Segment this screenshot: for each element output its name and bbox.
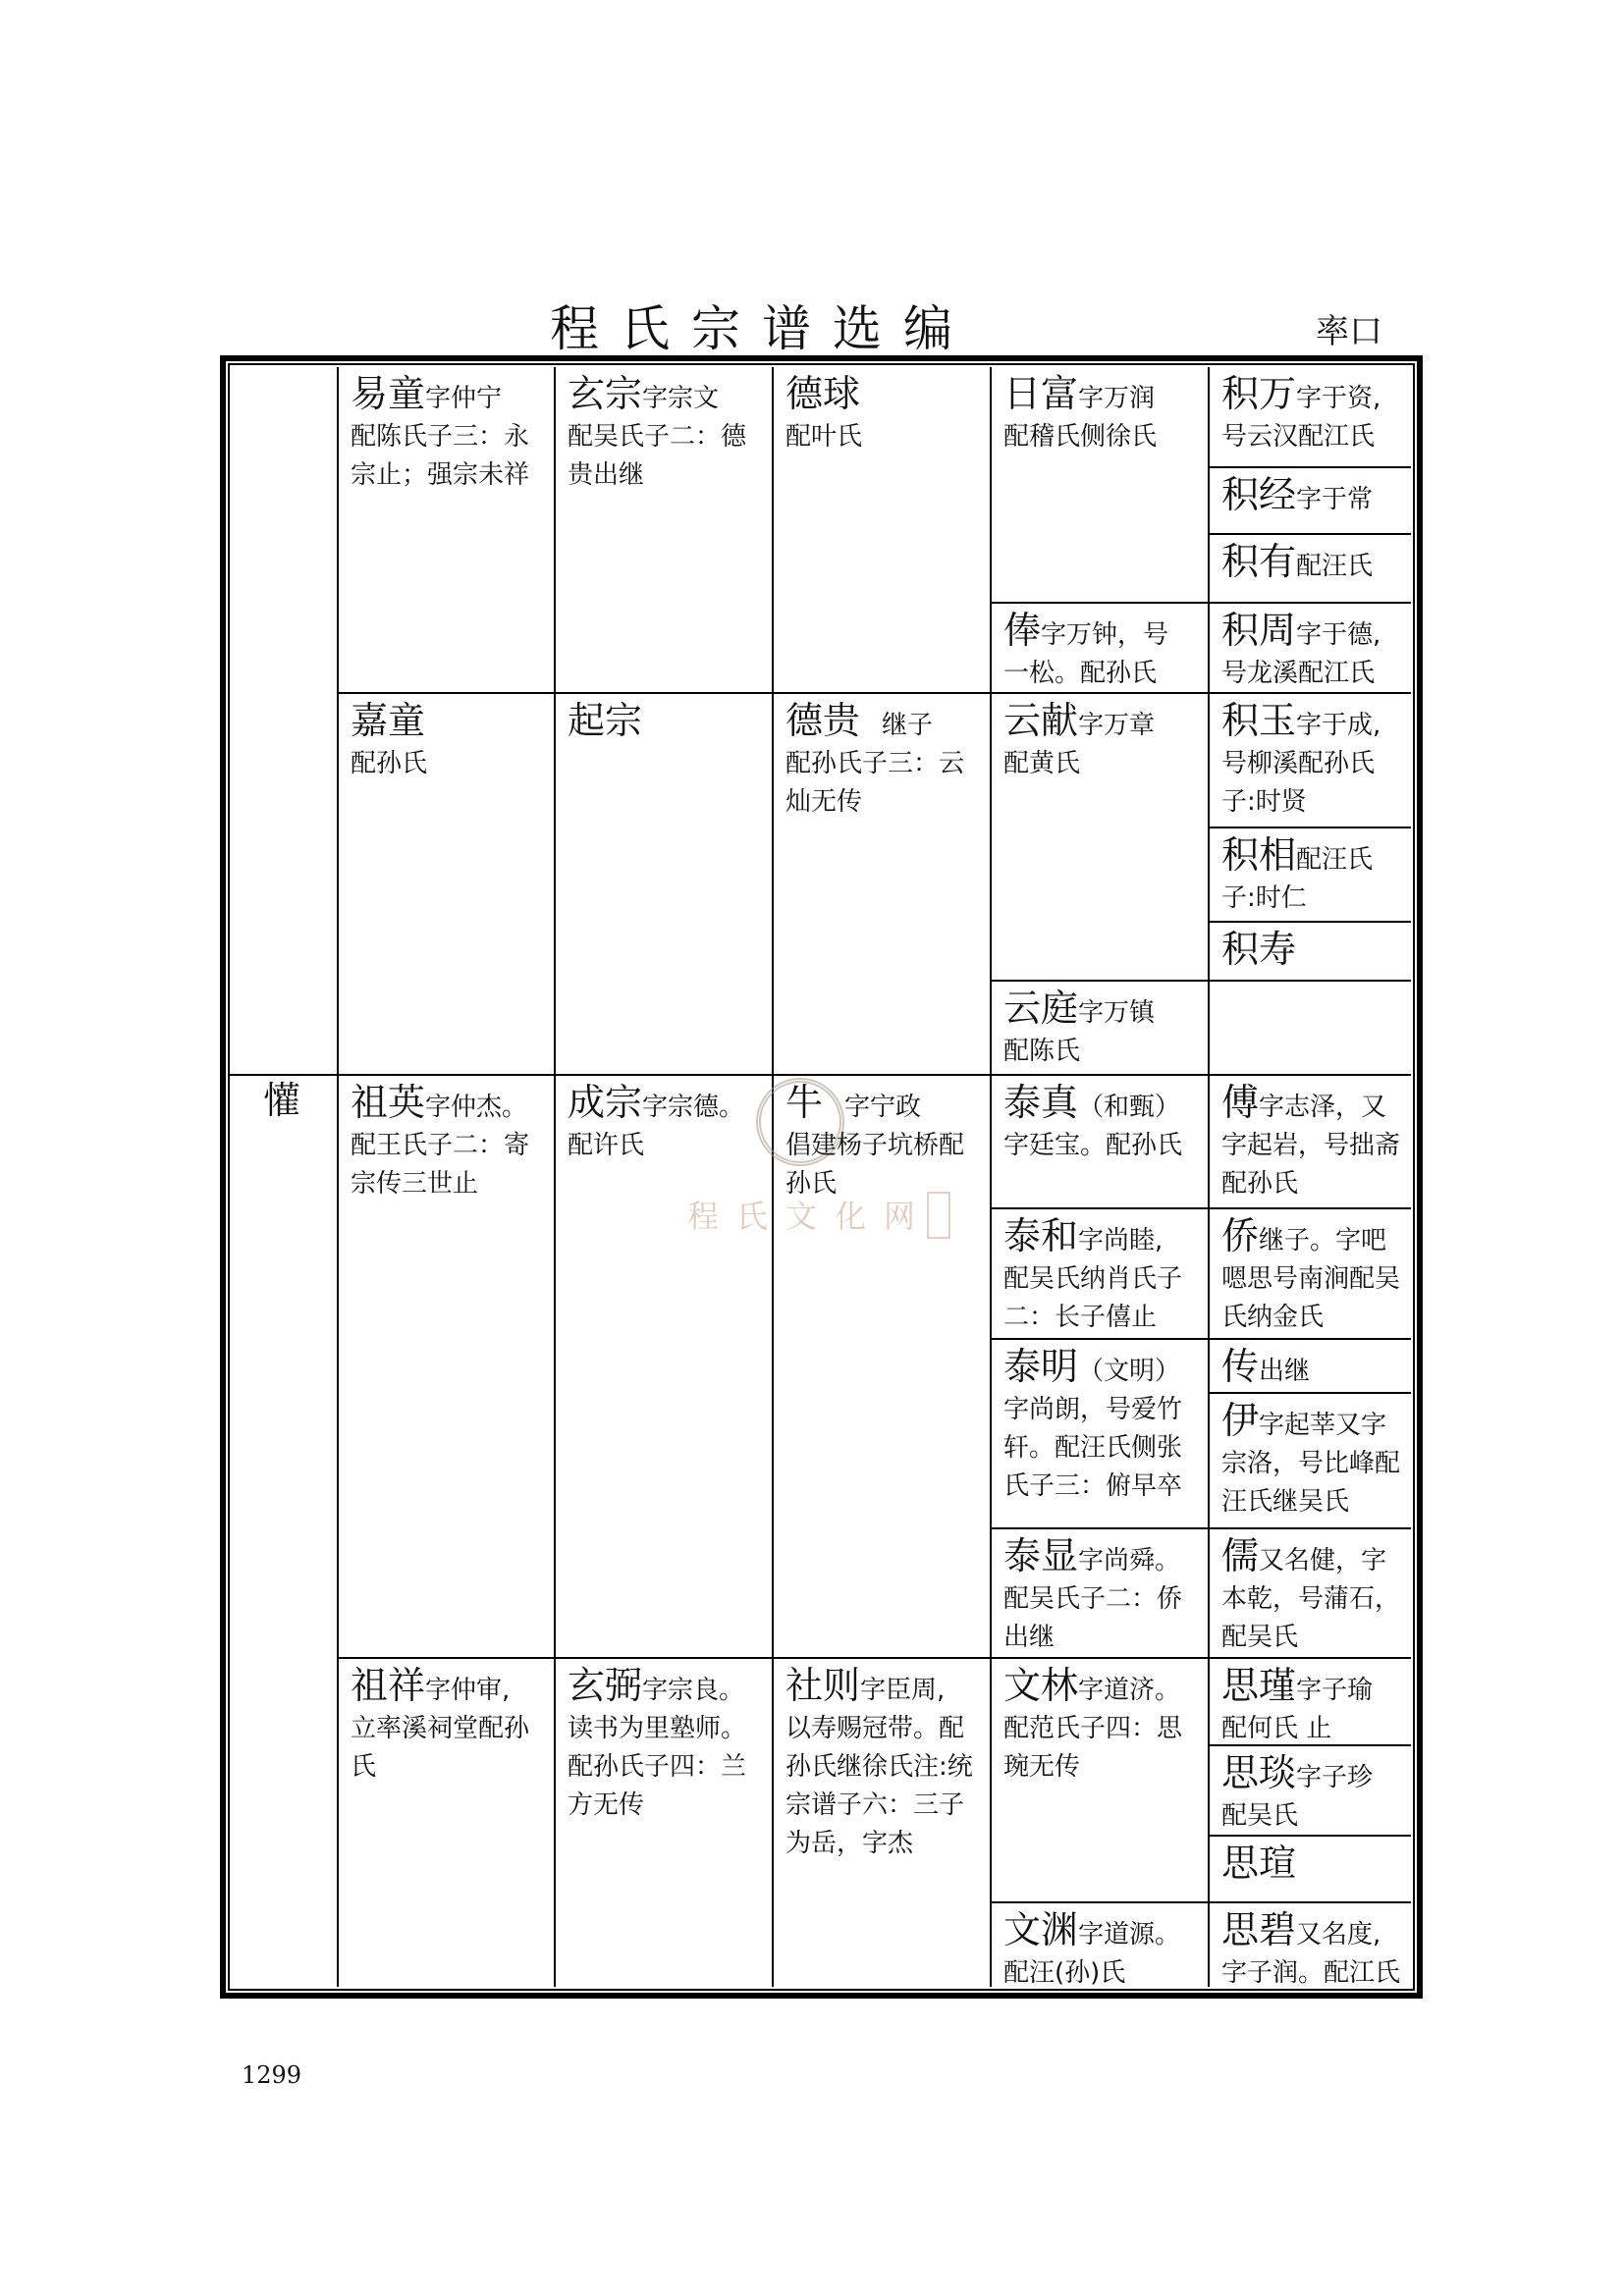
genealogy-cell	[1210, 828, 1411, 921]
person-detail: 字起岩，号拙斋配孙氏	[1221, 1131, 1401, 1199]
person-detail: 配孙氏子三：云灿无传	[785, 749, 965, 817]
person-detail: 配吴氏	[1221, 1801, 1299, 1831]
person-detail: 配范氏子四：思琬无传	[1003, 1714, 1183, 1782]
person-note: 字于常	[1296, 485, 1374, 514]
person-detail: 配吴氏纳肖氏子二：长子僖止	[1003, 1264, 1183, 1332]
genealogy-cell	[992, 1340, 1208, 1527]
genealogy-cell	[1210, 1837, 1411, 1901]
person-name: 傅	[1221, 1081, 1260, 1124]
genealogy-cell	[339, 694, 554, 1074]
genealogy-cell	[556, 1659, 772, 1987]
person-detail: 配汪(孙)氏	[1003, 1958, 1126, 1987]
person-note: 字仲审,	[425, 1676, 511, 1705]
person-detail: 配孙氏	[351, 749, 428, 778]
person-note: 又名健，字	[1259, 1546, 1387, 1575]
genealogy-cell	[1210, 1529, 1411, 1657]
person-name: 祖英	[351, 1081, 426, 1124]
person-detail: 立率溪祠堂配孙氏	[351, 1714, 530, 1782]
person-note: 字万润	[1078, 384, 1156, 413]
genealogy-cell	[1210, 468, 1411, 533]
page-number: 1299	[242, 2061, 302, 2089]
person-name: 德球	[785, 372, 861, 415]
person-name: 思瑾	[1221, 1664, 1297, 1707]
person-note: 字道济。	[1078, 1676, 1181, 1705]
person-name: 德贵	[785, 699, 861, 742]
person-note: 字于资,	[1296, 384, 1381, 413]
person-note: 字万镇	[1078, 998, 1156, 1028]
person-detail: 倡建杨子坑桥配孙氏	[785, 1131, 965, 1199]
person-note: 又名度,	[1296, 1920, 1381, 1949]
person-name: 积周	[1221, 609, 1297, 652]
genealogy-cell	[339, 367, 554, 692]
person-detail: 子:时仁	[1221, 883, 1307, 913]
person-note: 字宁政	[844, 1093, 922, 1122]
genealogy-cell	[1210, 535, 1411, 602]
person-name: 易童	[351, 372, 426, 415]
person-note: 字于成,	[1296, 711, 1381, 740]
genealogy-cell	[992, 367, 1208, 602]
person-note: 出继	[1259, 1357, 1311, 1386]
genealogy-cell	[556, 1076, 772, 1657]
person-detail: 配吴氏子二：侨出继	[1003, 1584, 1183, 1652]
person-note: 字起莘又字	[1259, 1411, 1387, 1440]
person-name: 伊	[1221, 1399, 1260, 1442]
person-note: 字臣周,	[860, 1676, 946, 1705]
person-note: 继子。字吧	[1259, 1226, 1387, 1255]
person-detail: 以寿赐冠带。配孙氏继徐氏注:统宗谱子六：三子为岳，字杰	[785, 1714, 973, 1858]
person-note: 字尚睦,	[1078, 1226, 1164, 1255]
person-detail: 字子润。配江氏	[1221, 1958, 1401, 1987]
person-detail: 配叶氏	[785, 422, 863, 452]
genealogy-cell	[992, 1529, 1208, 1657]
person-note: 字于德,	[1296, 620, 1381, 650]
person-name: 积万	[1221, 372, 1297, 415]
genealogy-cell	[1210, 923, 1411, 980]
person-note: 字道源。	[1078, 1920, 1181, 1949]
person-detail: 号柳溪配孙氏子:时贤	[1221, 749, 1376, 817]
row-divider	[1210, 980, 1411, 982]
person-detail: 嗯思号南涧配吴氏纳金氏	[1221, 1264, 1401, 1332]
person-detail: 配陈氏	[1003, 1037, 1081, 1066]
page-title: 程氏宗谱选编	[550, 300, 974, 357]
person-name: 积寿	[1221, 928, 1297, 971]
person-detail: 宗洛，号比峰配汪氏继吴氏	[1221, 1449, 1401, 1517]
person-name: 儒	[1221, 1534, 1260, 1577]
person-note: 配汪氏	[1296, 552, 1374, 581]
person-note: （和甄）	[1078, 1093, 1181, 1122]
person-note: 字宗德。	[642, 1093, 745, 1122]
person-name: 思瑄	[1221, 1842, 1297, 1885]
person-name: 文林	[1003, 1664, 1079, 1707]
genealogy-cell	[774, 694, 990, 1074]
person-name: 俸	[1003, 609, 1042, 652]
person-name: 社则	[785, 1664, 861, 1707]
location-label: 率口	[1316, 312, 1382, 351]
person-detail: 配稽氏侧徐氏	[1003, 422, 1158, 452]
person-name: 泰明	[1003, 1345, 1079, 1388]
person-detail: 配许氏	[568, 1131, 645, 1160]
genealogy-cell	[1210, 1340, 1411, 1392]
person-detail: 号云汉配江氏	[1221, 422, 1376, 452]
genealogy-cell	[1210, 694, 1411, 827]
genealogy-cell	[992, 982, 1208, 1074]
genealogy-cell	[992, 604, 1208, 692]
person-name: 日富	[1003, 372, 1079, 415]
person-note: 字子珍	[1296, 1763, 1374, 1792]
person-note: （文明）	[1078, 1357, 1181, 1386]
watermark-text: 程氏文化网	[687, 1198, 934, 1235]
person-name: 积经	[1221, 473, 1297, 516]
genealogy-cell	[556, 367, 772, 692]
person-detail: 配王氏子二：寄宗传三世止	[351, 1131, 530, 1199]
person-note: 字宗良。	[642, 1676, 745, 1705]
person-name: 积有	[1221, 540, 1297, 583]
genealogy-cell	[1210, 1903, 1411, 1987]
person-name: 侨	[1221, 1214, 1260, 1257]
person-detail: 字尚朗，号爱竹轩。配汪氏侧张氏子三：俯早卒	[1003, 1395, 1183, 1501]
person-detail: 读书为里塾师。配孙氏子四：兰方无传	[568, 1714, 747, 1820]
person-name: 传	[1221, 1345, 1260, 1388]
person-note: 字万钟，号	[1041, 620, 1169, 650]
person-name: 泰显	[1003, 1534, 1079, 1577]
person-detail: 配吴氏子二：德贵出继	[568, 422, 747, 490]
person-note: 继子	[882, 711, 934, 740]
person-name: 思碧	[1221, 1908, 1297, 1951]
person-detail: 字廷宝。配孙氏	[1003, 1131, 1183, 1160]
genealogy-cell	[1210, 1394, 1411, 1527]
person-detail: 配何氏 止	[1221, 1714, 1332, 1743]
person-name: 思琰	[1221, 1751, 1297, 1794]
person-name: 积相	[1221, 833, 1297, 877]
person-note: 字志泽，又	[1259, 1093, 1387, 1122]
genealogy-cell	[992, 694, 1208, 980]
person-name: 云庭	[1003, 987, 1079, 1030]
person-note: 字万章	[1078, 711, 1156, 740]
person-name: 祖祥	[351, 1664, 426, 1707]
genealogy-cell	[1210, 1746, 1411, 1835]
person-name: 玄弼	[568, 1664, 643, 1707]
person-name: 云献	[1003, 699, 1079, 742]
genealogy-cell	[992, 1903, 1208, 1987]
person-name: 成宗	[568, 1081, 643, 1124]
genealogy-cell	[992, 1659, 1208, 1901]
person-detail: 配陈氏子三：永宗止；强宗未祥	[351, 422, 530, 490]
genealogy-cell	[992, 1209, 1208, 1338]
genealogy-cell	[774, 1659, 990, 1987]
person-note: 字尚舜。	[1078, 1546, 1181, 1575]
genealogy-cell	[1210, 1076, 1411, 1207]
genealogy-cell	[1210, 367, 1411, 466]
person-note: 字宗文	[642, 384, 720, 413]
person-detail: 一松。配孙氏	[1003, 659, 1158, 688]
person-name: 泰和	[1003, 1214, 1079, 1257]
genealogy-cell	[1210, 1209, 1411, 1338]
genealogy-cell	[774, 367, 990, 692]
person-note: 字仲宁	[425, 384, 503, 413]
person-name: 积玉	[1221, 699, 1297, 742]
person-detail: 配黄氏	[1003, 749, 1081, 778]
genealogy-cell	[339, 1659, 554, 1987]
genealogy-cell	[556, 694, 772, 1074]
person-note: 配汪氏	[1296, 845, 1374, 875]
person-name: 牛	[785, 1081, 824, 1124]
genealogy-cell	[339, 1076, 554, 1657]
person-name: 起宗	[568, 699, 643, 742]
person-name: 玄宗	[568, 372, 643, 415]
genealogy-cell	[992, 1076, 1208, 1207]
genealogy-cell	[1210, 604, 1411, 692]
person-detail: 号龙溪配江氏	[1221, 659, 1376, 688]
person-note: 字子瑜	[1296, 1676, 1374, 1705]
branch-label: 懽	[263, 1079, 301, 1122]
person-name: 泰真	[1003, 1081, 1079, 1124]
genealogy-cell	[1210, 1659, 1411, 1744]
person-note: 字仲杰。	[425, 1093, 528, 1122]
person-name: 嘉童	[351, 699, 426, 742]
person-name: 文渊	[1003, 1908, 1079, 1951]
person-detail: 本乾，号蒲石，配吴氏	[1221, 1584, 1401, 1652]
genealogy-cell	[774, 1076, 990, 1657]
